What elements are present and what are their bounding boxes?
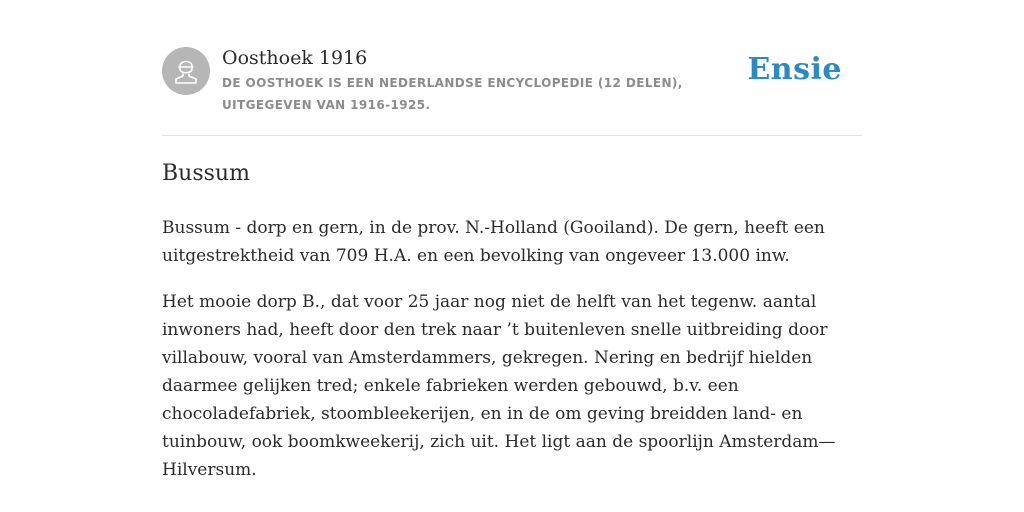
article [162, 158, 852, 502]
ensie-logo[interactable]: Ensie [747, 52, 842, 87]
divider [162, 135, 862, 136]
article-paragraph: Het mooie dorp B., dat voor 25 jaar nog niet de helft van het tegenw. aantal inwoners had, heeft door den trek naar ’t buitenleven snelle uitbreiding door villabouw, vooral van Amsterdammers, gekregen. Nering en bedrijf hielden daarmee gelijken tred; enkele fabrieken werden gebouwd, b.v. een chocoladefabriek, stoombleekerijen, en in de om geving breidden land- en tuinbouw, ook boomkweekerij, zich uit. Het ligt aan de spoorlijn Amsterdam—Hilversum. [162, 292, 836, 480]
avatar[interactable] [162, 47, 210, 95]
source-header [162, 44, 862, 124]
source-description: DE OOSTHOEK IS EEN NEDERLANDSE ENCYCLOPEDIE (12 DELEN), UITGEGEVEN VAN 1916-1925. [222, 76, 683, 112]
user-icon [162, 47, 210, 95]
source-name[interactable]: Oosthoek 1916 [222, 47, 368, 69]
article-title: Bussum [162, 161, 250, 186]
article-paragraph: Bussum - dorp en gern, in de prov. N.-Holland (Gooiland). De gern, heeft een uitgestrektheid van 709 H.A. en een bevolking van ongeveer 13.000 inw. [162, 218, 825, 266]
